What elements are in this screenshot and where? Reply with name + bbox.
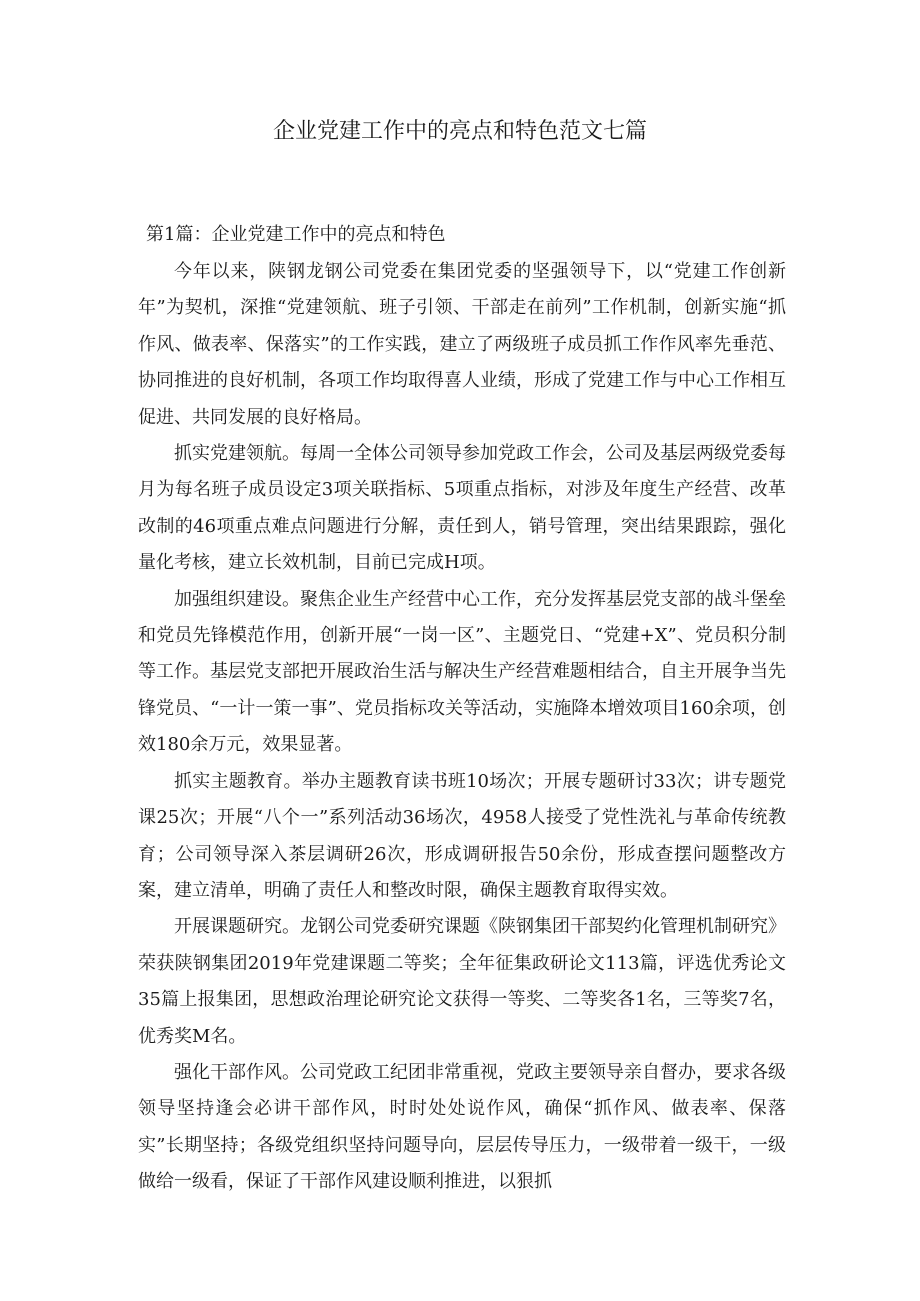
section-heading: 第1篇：企业党建工作中的亮点和特色 bbox=[146, 224, 446, 245]
paragraph-theme-education: 抓实主题教育。举办主题教育读书班10场次；开展专题研讨33次；讲专题党课25次；开展“八个一”系列活动36场次，4958人接受了党性洗礼与革命传统教育；公司领导深入茶层调研26次，形成调研报告50余份，形成查摆问题整改方案，建立清单，明确了责任人和整改时限，确保主题教育取得实效。 bbox=[138, 770, 786, 901]
paragraph-intro: 今年以来，陕钢龙钢公司党委在集团党委的坚强领导下，以“党建工作创新年”为契机，深推“党建领航、班子引领、干部走在前列”工作机制，创新实施“抓作风、做表率、保落实”的工作实践，建立了两级班子成员抓工作作风率先垂范、协同推进的良好机制，各项工作均取得喜人业绩，形成了党建工作与中心工作相互促进、共同发展的良好格局。 bbox=[138, 261, 786, 428]
paragraph-research-topics: 开展课题研究。龙钢公司党委研究课题《陕钢集团干部契约化管理机制研究》荣获陕钢集团2019年党建课题二等奖；全年征集政研论文113篇，评选优秀论文35篇上报集团，思想政治理论研究论文获得一等奖、二等奖各1名，三等奖7名，优秀奖M名。 bbox=[138, 916, 786, 1047]
paragraph-organization-building: 加强组织建设。聚焦企业生产经营中心工作，充分发挥基层党支部的战斗堡垒和党员先锋模范作用，创新开展“一岗一区”、主题党日、“党建+X”、党员积分制等工作。基层党支部把开展政治生活与解决生产经营难题相结合，自主开展争当先锋党员、“一计一策一事”、党员指标攻关等活动，实施降本增效项目160余项，创效180余万元，效果显著。 bbox=[138, 588, 786, 756]
document-body bbox=[138, 216, 786, 1201]
paragraph-cadre-style: 强化干部作风。公司党政工纪团非常重视，党政主要领导亲自督办，要求各级领导坚持逢会必讲干部作风，时时处处说作风，确保“抓作风、做表率、保落实”长期坚持；各级党组织坚持问题导向，层层传导压力，一级带着一级干，一级做给一级看，保证了干部作风建设顺利推进，以狠抓 bbox=[138, 1061, 786, 1193]
document-title: 企业党建工作中的亮点和特色范文七篇 bbox=[272, 119, 647, 144]
paragraph-party-leadership: 抓实党建领航。每周一全体公司领导参加党政工作会，公司及基层两级党委每月为每名班子成员设定3项关联指标、5项重点指标，对涉及年度生产经营、改革改制的46项重点难点问题进行分解，责任到人，销号管理，突出结果跟踪，强化量化考核，建立长效机制，目前已完成H项。 bbox=[138, 443, 786, 574]
